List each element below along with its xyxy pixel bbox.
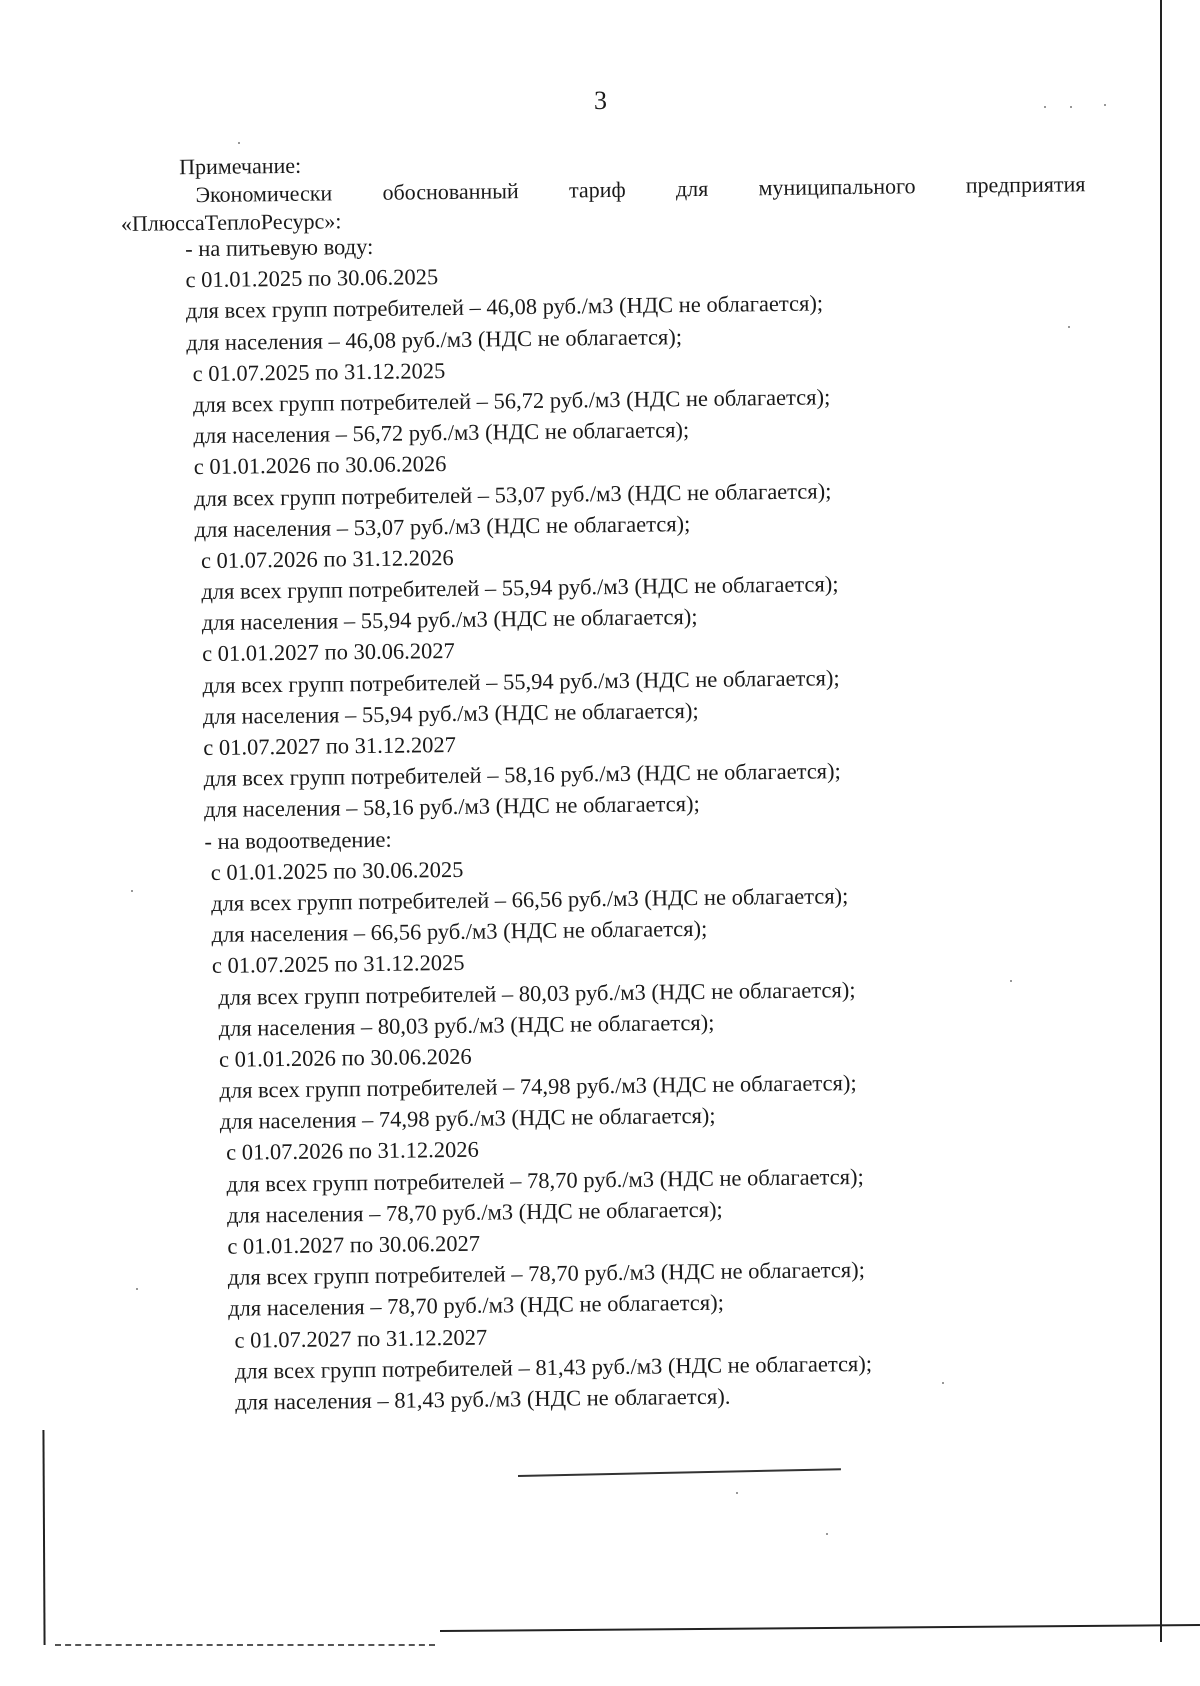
scan-dash-line bbox=[55, 1644, 435, 1646]
period-line: с 01.07.2026 по 31.12.2026 bbox=[200, 544, 454, 573]
tariff-line: для населения – 53,07 руб./м3 (НДС не облагается); bbox=[194, 510, 691, 542]
scan-speck bbox=[136, 1288, 138, 1290]
document-body bbox=[120, 142, 1095, 1423]
note-word: муниципального bbox=[758, 173, 916, 201]
period-line: с 01.01.2027 по 30.06.2027 bbox=[227, 1230, 481, 1259]
tariff-line: для всех групп потребителей – 55,94 руб./м3 (НДС не облагается); bbox=[201, 571, 839, 605]
tariff-line: для всех групп потребителей – 46,08 руб./м3 (НДС не облагается); bbox=[185, 290, 824, 324]
tariff-line: для населения – 46,08 руб./м3 (НДС не облагается); bbox=[186, 323, 683, 355]
period-line: с 01.07.2027 по 31.12.2027 bbox=[203, 731, 457, 761]
scan-speck bbox=[1104, 104, 1106, 106]
period-line: с 01.01.2026 по 30.06.2026 bbox=[218, 1043, 472, 1072]
scan-speck bbox=[942, 1382, 944, 1384]
note-word: тариф bbox=[568, 176, 626, 203]
scan-border-right bbox=[1160, 0, 1162, 1642]
tariff-line: для населения – 58,16 руб./м3 (НДС не облагается); bbox=[203, 791, 700, 823]
tariff-line: для населения – 78,70 руб./м3 (НДС не облагается); bbox=[226, 1196, 723, 1228]
scan-speck bbox=[1044, 106, 1046, 108]
note-label: Примечание: bbox=[179, 152, 302, 180]
note-word: предприятия bbox=[965, 171, 1086, 198]
scan-speck bbox=[131, 890, 133, 892]
tariff-line: для всех групп потребителей – 81,43 руб./м3 (НДС не облагается); bbox=[234, 1350, 873, 1384]
page-number: 3 bbox=[594, 86, 607, 115]
tariff-line: для населения – 66,56 руб./м3 (НДС не облагается); bbox=[211, 916, 708, 948]
tariff-line: для всех групп потребителей – 55,94 руб./м3 (НДС не облагается); bbox=[202, 664, 840, 698]
tariff-line: для всех групп потребителей – 58,16 руб./м3 (НДС не облагается); bbox=[203, 758, 841, 792]
tariff-line: для всех групп потребителей – 56,72 руб./м3 (НДС не облагается); bbox=[192, 384, 831, 418]
tariff-line: для всех групп потребителей – 78,70 руб./м3 (НДС не облагается); bbox=[227, 1257, 866, 1290]
scan-speck bbox=[1010, 980, 1012, 982]
tariff-list bbox=[185, 226, 1095, 1422]
scan-border-bottom bbox=[440, 1624, 1200, 1632]
tariff-line: для всех групп потребителей – 74,98 руб./м3 (НДС не облагается); bbox=[219, 1070, 857, 1103]
scan-speck bbox=[1070, 106, 1072, 108]
period-line: с 01.07.2027 по 31.12.2027 bbox=[234, 1324, 488, 1353]
scan-speck bbox=[238, 142, 240, 144]
note-word: для bbox=[675, 175, 709, 202]
period-line: с 01.07.2025 по 31.12.2025 bbox=[211, 950, 465, 979]
closing-rule bbox=[518, 1468, 841, 1477]
tariff-line: для населения – 55,94 руб./м3 (НДС не облагается); bbox=[202, 697, 699, 729]
tariff-line: для населения – 55,94 руб./м3 (НДС не облагается); bbox=[201, 604, 698, 636]
note-word: обоснованный bbox=[382, 178, 519, 205]
tariff-line: для населения – 80,03 руб./м3 (НДС не облагается); bbox=[218, 1009, 715, 1041]
period-line: с 01.01.2026 по 30.06.2026 bbox=[193, 451, 447, 480]
tariff-line: для всех групп потребителей – 80,03 руб./м3 (НДС не облагается); bbox=[218, 976, 856, 1010]
period-line: с 01.07.2025 по 31.12.2025 bbox=[192, 357, 446, 386]
tariff-line: для населения – 78,70 руб./м3 (НДС не облагается); bbox=[227, 1290, 725, 1322]
section-heading: - на питьевую воду: bbox=[185, 233, 374, 262]
note-word: Экономически bbox=[195, 180, 333, 208]
tariff-line: для населения – 81,43 руб./м3 (НДС не облагается). bbox=[235, 1383, 731, 1415]
period-line: с 01.01.2027 по 30.06.2027 bbox=[201, 638, 455, 667]
tariff-line: для всех групп потребителей – 53,07 руб./м3 (НДС не облагается); bbox=[194, 477, 832, 511]
scan-border-left bbox=[42, 1430, 45, 1645]
section-heading: - на водоотведение: bbox=[204, 826, 392, 854]
scan-speck bbox=[1068, 326, 1070, 328]
scan-speck bbox=[736, 1492, 738, 1494]
tariff-line: для населения – 56,72 руб./м3 (НДС не облагается); bbox=[193, 417, 690, 449]
period-line: с 01.01.2025 по 30.06.2025 bbox=[210, 856, 464, 885]
organization-name: «ПлюссаТеплоРесурс»: bbox=[120, 208, 342, 236]
period-line: с 01.01.2025 по 30.06.2025 bbox=[185, 264, 439, 293]
tariff-line: для всех групп потребителей – 66,56 руб./м3 (НДС не облагается); bbox=[211, 883, 849, 916]
tariff-line: для всех групп потребителей – 78,70 руб./м3 (НДС не облагается); bbox=[226, 1163, 864, 1197]
period-line: с 01.07.2026 по 31.12.2026 bbox=[226, 1137, 479, 1166]
scan-speck bbox=[826, 1533, 828, 1535]
tariff-line: для населения – 74,98 руб./м3 (НДС не облагается); bbox=[219, 1103, 716, 1135]
